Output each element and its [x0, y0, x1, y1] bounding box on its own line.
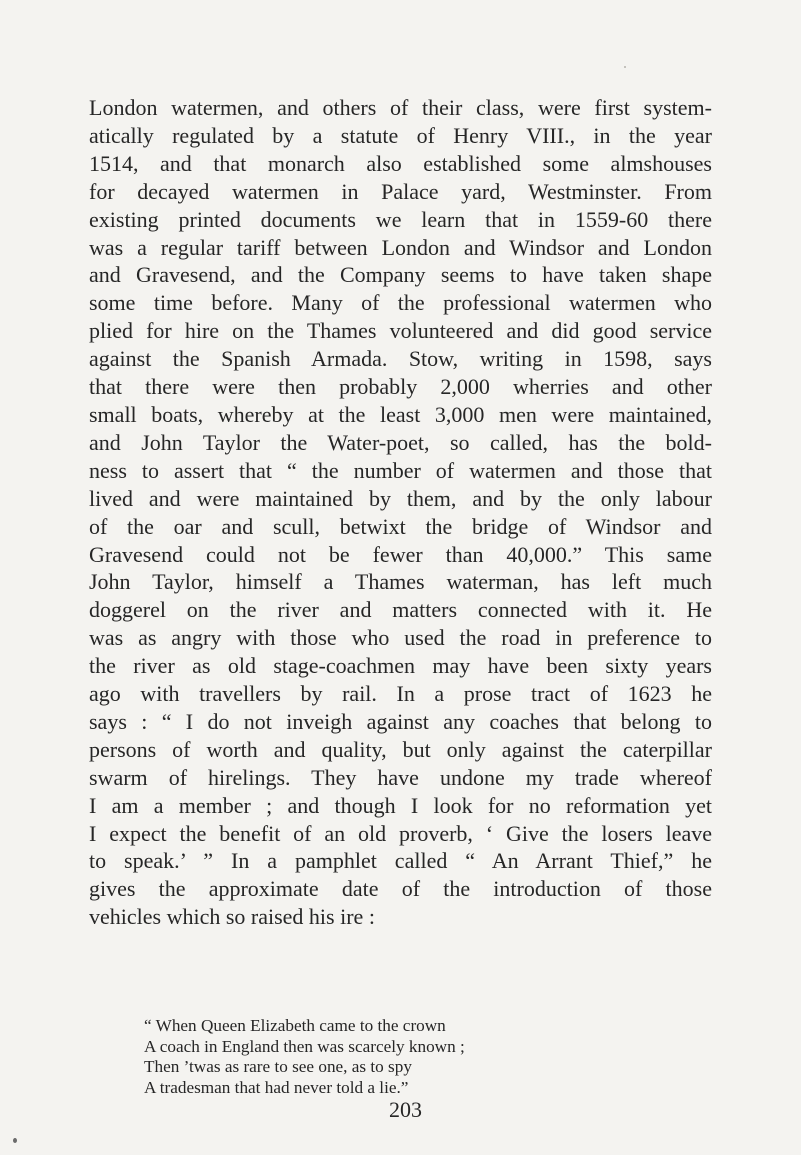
paragraph-line: swarm of hirelings. They have undone my trade whereof [89, 764, 712, 790]
paragraph-line: says : “ I do not inveigh against any coaches that belong to [89, 708, 712, 734]
paragraph-line: ago with travellers by rail. In a prose tract of 1623 he [89, 681, 712, 707]
paragraph-line: the river as old stage-coachmen may have been sixty years [89, 653, 712, 679]
paragraph-line: against the Spanish Armada. Stow, writing in 1598, says [89, 346, 712, 372]
paragraph-line: ness to assert that “ the number of watermen and those that [89, 457, 712, 483]
body-paragraph [89, 94, 712, 931]
paragraph-line: that there were then probably 2,000 wherries and other [89, 374, 712, 400]
verse-line: A coach in England then was scarcely known ; [144, 1036, 465, 1056]
paragraph-line: existing printed documents we learn that in 1559-60 there [89, 206, 712, 232]
verse-line: “ When Queen Elizabeth came to the crown [144, 1016, 446, 1035]
paragraph-line: I expect the benefit of an old proverb, ‘ Give the losers leave [89, 820, 712, 846]
paragraph-line: London watermen, and others of their class, were first system- [89, 95, 712, 120]
paragraph-line: for decayed watermen in Palace yard, Westminster. From [89, 178, 712, 204]
paragraph-line: some time before. Many of the professional watermen who [89, 290, 712, 316]
paragraph-line: and Gravesend, and the Company seems to have taken shape [89, 262, 712, 288]
paragraph-line: persons of worth and quality, but only against the caterpillar [89, 736, 712, 762]
paragraph-line: and John Taylor the Water-poet, so called, has the bold- [89, 429, 712, 455]
paragraph-line: doggerel on the river and matters connected with it. He [89, 597, 712, 623]
verse-line: A tradesman that had never told a lie.” [144, 1077, 409, 1097]
paragraph-line: 1514, and that monarch also established some almshouses [89, 150, 712, 176]
print-speck [624, 66, 626, 68]
paragraph-line: was as angry with those who used the road in preference to [89, 625, 712, 651]
paragraph-line: John Taylor, himself a Thames waterman, has left much [89, 569, 712, 595]
page-number: 203 [389, 1097, 422, 1122]
print-speck [13, 1138, 17, 1143]
paragraph-line: small boats, whereby at the least 3,000 men were maintained, [89, 401, 712, 427]
paragraph-line: Gravesend could not be fewer than 40,000.” This same [89, 541, 712, 567]
paragraph-line: was a regular tariff between London and Windsor and London [89, 234, 712, 260]
verse-line: Then ’twas as rare to see one, as to spy [144, 1057, 412, 1076]
paragraph-line: of the oar and scull, betwixt the bridge of Windsor and [89, 513, 712, 539]
paragraph-line: plied for hire on the Thames volunteered and did good service [89, 318, 712, 344]
paragraph-line: vehicles which so raised his ire : [89, 904, 375, 930]
paragraph-line: I am a member ; and though I look for no reformation yet [89, 792, 712, 818]
paragraph-line: gives the approximate date of the introduction of those [89, 876, 712, 902]
paragraph-line: to speak.’ ” In a pamphlet called “ An Arrant Thief,” he [89, 848, 712, 874]
paragraph-line: lived and were maintained by them, and by the only labour [89, 485, 712, 511]
paragraph-line: atically regulated by a statute of Henry VIII., in the year [89, 122, 712, 148]
verse-quotation [144, 1016, 624, 1098]
